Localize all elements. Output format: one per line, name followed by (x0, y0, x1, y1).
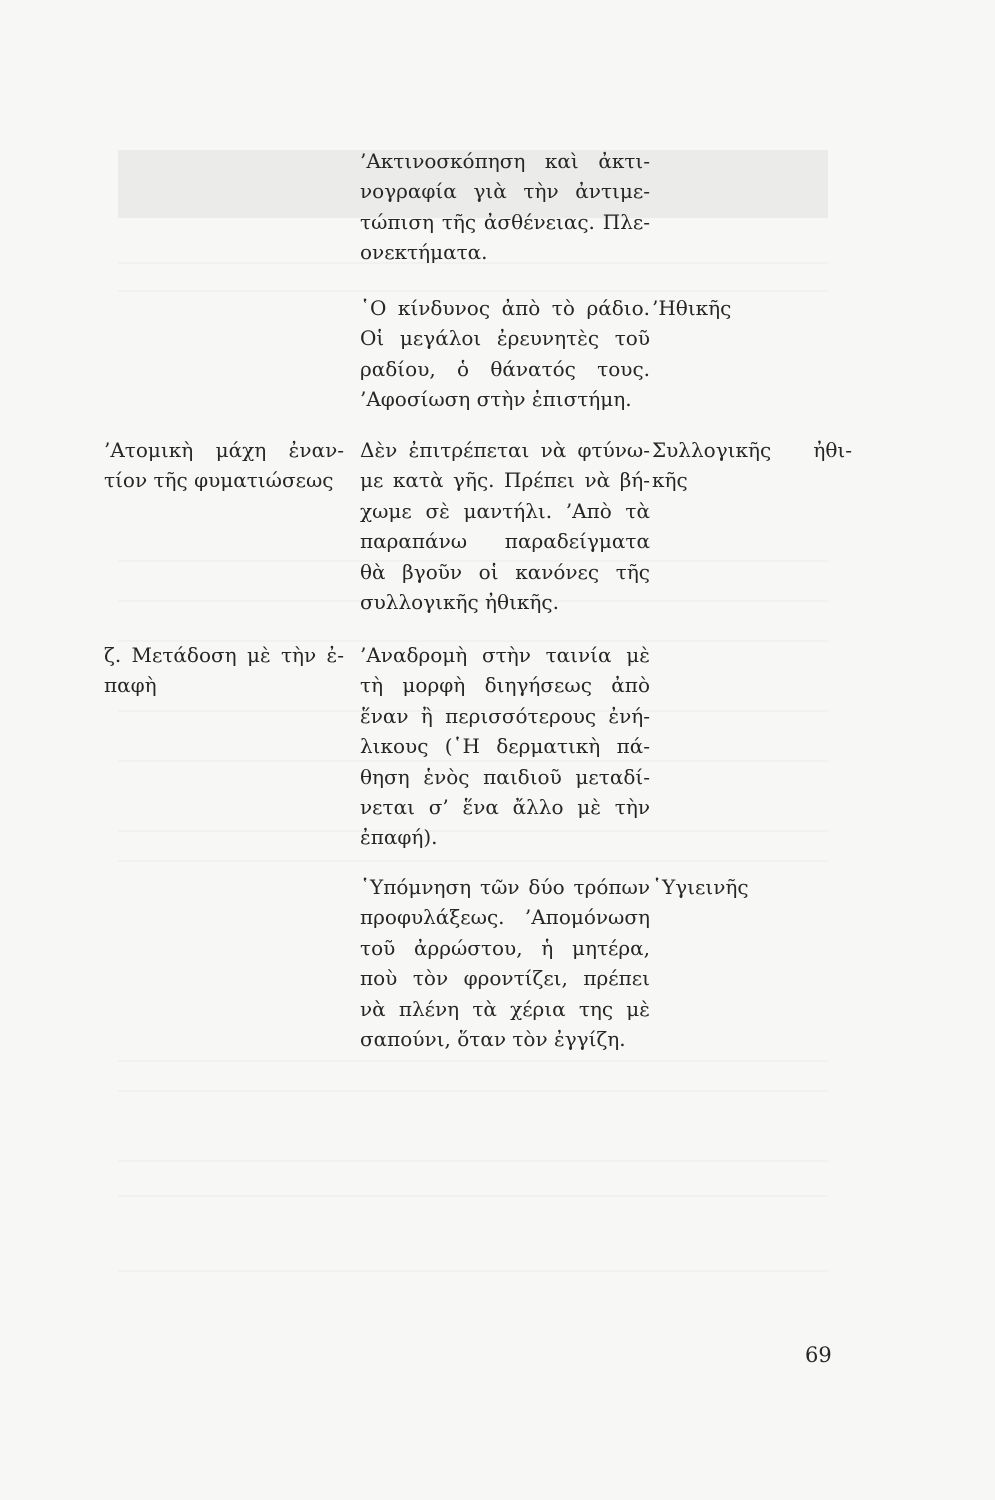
paragraph (360, 146, 650, 268)
text-line: παραπάνω παραδείγματα (360, 529, 650, 554)
text-line: λικους (῾Η δερματικὴ πά- (360, 734, 650, 759)
outline-text-left-3 (104, 640, 344, 701)
text-line: ῾Υπόμνηση τῶν δύο τρόπων (360, 875, 650, 899)
text-line: νεται σ’ ἕνα ἄλλο μὲ τὴν (360, 795, 650, 820)
outline-text-left-2 (104, 435, 344, 496)
bleed-through-rule (118, 860, 828, 862)
outline-text-middle-0 (360, 146, 650, 268)
outline-text-right-4 (652, 872, 852, 902)
paragraph (652, 435, 852, 496)
outline-text-middle-1 (360, 293, 650, 415)
text-line: ’Αφοσίωση στὴν ἐπιστήμη. (360, 387, 632, 412)
text-line: νὰ πλένη τὰ χέρια της μὲ (360, 996, 650, 1021)
bleed-through-rule (118, 1195, 828, 1197)
paragraph (360, 293, 650, 415)
text-line: ονεκτήματα. (360, 240, 488, 265)
text-line: ἕναν ἢ περισσότερους ἐνή- (360, 703, 650, 728)
paragraph (360, 872, 650, 1054)
text-line: προφυλάξεως. ’Απομόνωση (360, 905, 650, 930)
paragraph (360, 435, 650, 617)
text-line: νογραφία γιὰ τὴν ἀντιμε- (360, 179, 650, 204)
text-line: Δὲν ἐπιτρέπεται νὰ φτύνω- (360, 438, 650, 462)
paragraph (360, 640, 650, 853)
category-label: ῾Υγιεινῆς (652, 875, 749, 899)
text-line: τώπιση τῆς ἀσθένειας. Πλε- (360, 209, 650, 234)
text-line: χωμε σὲ μαντήλι. ’Απὸ τὰ (360, 498, 650, 523)
text-line: σαπούνι, ὅταν τὸν ἐγγίζη. (360, 1027, 626, 1052)
outline-text-middle-3 (360, 640, 650, 853)
text-line: ῾Ο κίνδυνος ἀπὸ τὸ ράδιο. (360, 296, 650, 320)
text-line: θὰ βγοῦν οἱ κανόνες τῆς (360, 559, 650, 584)
outline-text-middle-2 (360, 435, 650, 617)
bleed-through-rule (118, 290, 828, 292)
text-line: Οἱ μεγάλοι ἐρευνητὲς τοῦ (360, 326, 650, 351)
text-line: ζ. Μετάδοση μὲ τὴν ἐ- (104, 643, 344, 667)
category-label: κῆς (652, 468, 688, 493)
page-number: 69 (805, 1343, 832, 1367)
text-line: τὴ μορφὴ διηγήσεως ἀπὸ (360, 673, 650, 698)
text-line: συλλογικῆς ἠθικῆς. (360, 590, 559, 615)
text-line: τοῦ ἀρρώστου, ἡ μητέρα, (360, 935, 650, 960)
bleed-through-rule (118, 1160, 828, 1162)
outline-text-right-2 (652, 435, 852, 496)
text-line: θηση ἑνὸς παιδιοῦ μεταδί- (360, 764, 650, 789)
text-line: τίον τῆς φυματιώσεως (104, 468, 334, 493)
bleed-through-rule (118, 1270, 828, 1272)
text-line: ’Ακτινοσκόπηση καὶ ἀκτι- (360, 149, 650, 173)
text-line: με κατὰ γῆς. Πρέπει νὰ βή- (360, 468, 650, 493)
paragraph (104, 435, 344, 496)
bleed-through-rule (118, 1060, 828, 1062)
text-line: ἐπαφή). (360, 825, 438, 850)
text-line: ’Ατομικὴ μάχη ἐναν- (104, 438, 344, 462)
outline-text-right-1 (652, 293, 852, 323)
text-line: ραδίου, ὁ θάνατός τους. (360, 356, 650, 381)
category-label: ’Ηθικῆς (652, 296, 732, 320)
outline-text-middle-4 (360, 872, 650, 1054)
bleed-through-rule (118, 1090, 828, 1092)
text-line: ποὺ τὸν φροντίζει, πρέπει (360, 966, 650, 991)
category-label: Συλλογικῆς ἠθι- (652, 438, 852, 462)
text-line: παφὴ (104, 673, 157, 698)
text-line: ’Αναδρομὴ στὴν ταινία μὲ (360, 643, 650, 667)
paragraph (104, 640, 344, 701)
